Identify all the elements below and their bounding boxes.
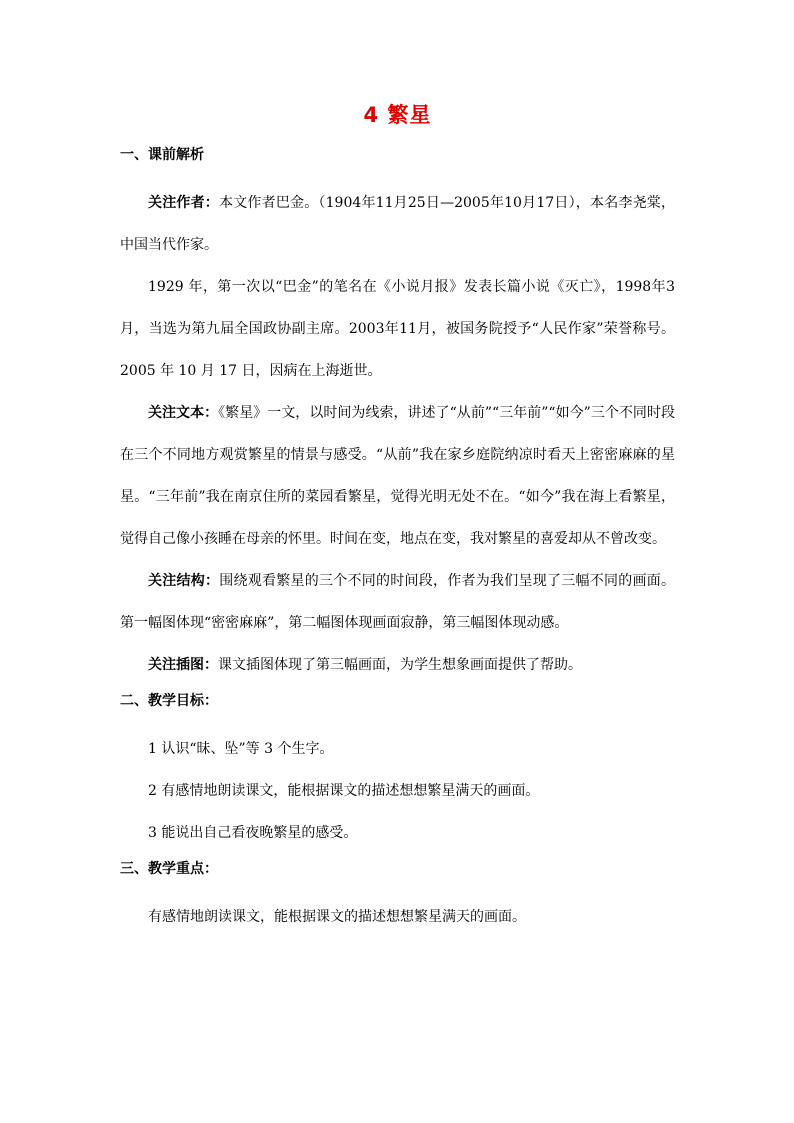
goal-item-3: 3 能说出自己看夜晚繁星的感受。 <box>148 825 358 841</box>
label-illustration: 关注插图： <box>148 657 218 673</box>
goal-item-2: 2 有感情地朗读课文，能根据课文的描述想想繁星满天的画面。 <box>148 783 540 799</box>
label-structure: 关注结构： <box>148 573 220 589</box>
section-heading-key-points: 三、教学重点： <box>120 861 218 877</box>
goal-item-1: 1 认识“昧、坠”等 3 个生字。 <box>148 741 334 757</box>
label-author: 关注作者： <box>148 195 220 211</box>
text-structure: 围绕观看繁星的三个不同的时间段，作者为我们呈现了三幅不同的画面。第一幅图体现“密密麻麻”，第二幅图体现画面寂静，第三幅图体现动感。 <box>120 573 675 631</box>
document-title: 4 繁星 <box>363 103 432 127</box>
section-heading-pre-analysis: 一、课前解析 <box>120 147 204 163</box>
paragraph-illustration <box>120 644 675 686</box>
document-page <box>120 100 675 938</box>
paragraph-text <box>120 392 675 560</box>
paragraph-author <box>120 182 675 266</box>
text-text: 《繁星》一文，以时间为线索，讲述了“从前”“三年前”“如今”三个不同时段在三个不同地方观赏繁星的情景与感受。“从前”我在家乡庭院纳凉时看天上密密麻麻的星星。“三年前”我在南京住所的菜园看繁星，觉得光明无处不在。“如今”我在海上看繁星，觉得自己像小孩睡在母亲的怀里。时间在变，地点在变，我对繁星的喜爱却从不曾改变。 <box>120 405 675 547</box>
text-author: 本文作者巴金。（1904年11月25日—2005年10月17日），本名李尧棠，中国当代作家。 <box>120 195 676 253</box>
key-point-text: 有感情地朗读课文，能根据课文的描述想想繁星满天的画面。 <box>148 909 526 925</box>
label-text: 关注文本： <box>148 405 219 421</box>
paragraph-structure <box>120 560 675 644</box>
paragraph-bio: 1929 年，第一次以“巴金”的笔名在《小说月报》发表长篇小说《灭亡》，1998年3月，当选为第九届全国政协副主席。2003年11月，被国务院授予“人民作家”荣誉称号。2005 年 10 月 17 日，因病在上海逝世。 <box>120 279 675 379</box>
text-illustration: 课文插图体现了第三幅画面，为学生想象画面提供了帮助。 <box>218 657 582 673</box>
section-heading-goals: 二、教学目标： <box>120 693 218 709</box>
